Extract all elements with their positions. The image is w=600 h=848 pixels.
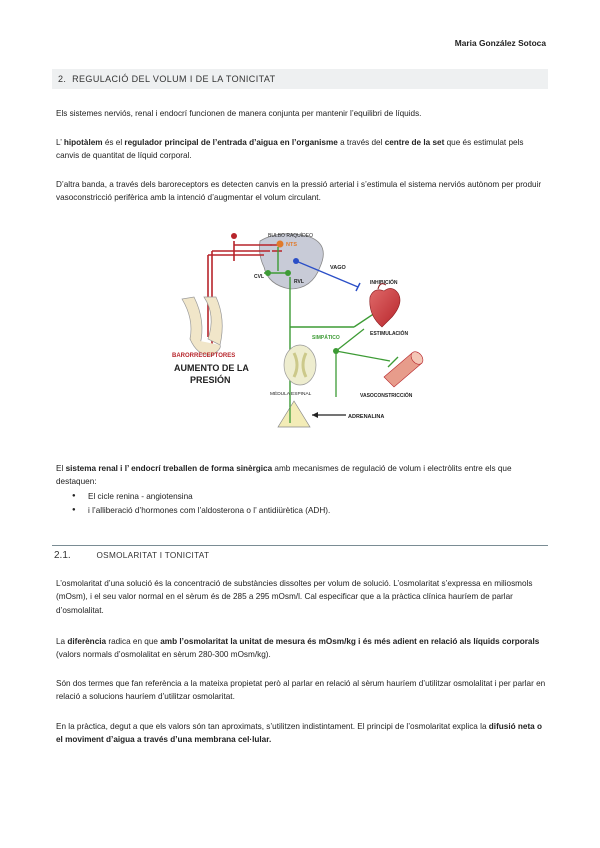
list-item: ● i l’alliberació d’hormones com l’aldosterona o l’ antidiürètica (ADH).	[72, 504, 330, 518]
text-run: L’	[56, 138, 64, 147]
list-item: ● El cicle renina - angiotensina	[72, 490, 330, 504]
label-nts: NTS	[286, 242, 297, 248]
paragraph-difference	[56, 635, 546, 662]
label-inhibicion: INHIBICIÓN	[370, 280, 398, 286]
subsection-number: 2.1.	[54, 550, 71, 561]
subsection-title: OSMOLARITAT I TONICITAT	[96, 551, 210, 560]
section-header	[52, 69, 548, 89]
text-run: En la pràctica, degut a que els valors són tan aproximats, s’utilitzen indistintament. El principi de l’osmolaritat explica la	[56, 722, 489, 731]
paragraph-practice	[56, 720, 546, 747]
term-centre-set: centre de la set	[384, 138, 445, 147]
author-name: Maria González Sotoca	[454, 38, 546, 48]
label-estimulacion: ESTIMULACIÓN	[370, 331, 409, 337]
term-difusio-neta: difusió neta o el moviment d’aigua a través d’una membrana cel·lular.	[56, 722, 543, 745]
paragraph-osmolarity: L’osmolaritat d’una solució és la concentració de substàncies dissoltes per volum de solució. L’osmolaritat s’expressa en miliosmols (mOsm), i el seu valor normal en el sèrum és de 285 a 295 mOsm/l. Cal especificar que a la pràctica clínica hauríem de parlar d’osmolalitat.	[56, 579, 533, 615]
nts-node	[277, 241, 284, 248]
paragraph-terms: Són dos termes que fan referència a la mateixa propietat però al parlar en relació al sèrum hauríem d’utilitzar osmolalitat i per parlar en relació a solucions hauríem d’utilitzar osmolaritat.	[56, 679, 546, 702]
label-cvl: CVL	[254, 274, 264, 280]
section-number: 2.	[58, 74, 67, 84]
section-title: REGULACIÓ DEL VOLUM I DE LA TONICITAT	[72, 74, 276, 84]
text-run: El	[56, 464, 66, 473]
cvl-node	[265, 270, 271, 276]
text-run: (valors normals d’osmolalitat en sèrum 280-300 mOsm/kg).	[56, 650, 271, 660]
text-run: a través del	[337, 138, 385, 147]
term-regulador: regulador principal de l’entrada d’aigua en l’organisme	[124, 138, 338, 147]
heart-icon	[370, 284, 400, 327]
text-run: radica en que	[106, 637, 161, 646]
term-diferencia: diferència	[67, 637, 107, 646]
label-medula: MÉDULA ESPINAL	[270, 392, 312, 397]
text-run: és el	[102, 138, 125, 147]
rvl-node	[285, 270, 291, 276]
term-hipotalem: hipotàlem	[63, 138, 103, 147]
term-sistema-renal: sistema renal i l’ endocrí treballen de forma sinèrgica	[65, 464, 273, 473]
red-node-top	[231, 233, 237, 239]
label-adrenalina: ADRENALINA	[348, 414, 385, 420]
baroreflex-diagram	[160, 227, 450, 439]
label-vago: VAGO	[330, 265, 346, 271]
label-bulbo: BULBO RAQUÍDEO	[268, 233, 314, 239]
label-aumento: AUMENTO DE LA	[174, 363, 249, 373]
label-baroreceptores: BARORRECEPTORES	[172, 353, 236, 359]
paragraph-baroreceptors: D’altra banda, a través dels baroreceptors es detecten canvis en la pressió arterial i s’estimula el sistema nerviós autònom per produir vasoconstricció perifèrica amb la intenció d’augmentar el volum circulant.	[56, 180, 542, 203]
label-vasoconstriccion: VASOCONSTRICCIÓN	[360, 393, 413, 399]
vessel-shapes	[182, 297, 222, 355]
paragraph-intro: Els sistemes nerviós, renal i endocrí funcionen de manera conjunta per mantenir l’equilibri de líquids.	[56, 109, 422, 118]
text-run: que és estimulat pels canvis de quantitat de líquid corporal.	[56, 138, 524, 161]
mechanism-list	[72, 490, 330, 517]
spinal-cord-icon	[284, 345, 316, 385]
label-rvl: RVL	[294, 279, 304, 285]
term-osmolaritat-unitat: amb l’osmolaritat la unitat de mesura és mOsm/kg i és més adient en relació als líquids corporals	[160, 637, 540, 646]
paragraph-hypothalamus	[56, 136, 546, 163]
adrenal-gland-icon	[278, 401, 346, 427]
text-run: amb mecanismes de regulació de volum i electròlits entre els que destaquen:	[56, 464, 512, 487]
label-simpatico: SIMPÁTICO	[312, 335, 340, 341]
vessel-icon	[384, 349, 425, 387]
text-run: La	[56, 637, 68, 646]
subsection-header	[52, 545, 548, 565]
label-presion: PRESIÓN	[190, 375, 231, 385]
paragraph-renal-endocrine	[56, 462, 546, 489]
